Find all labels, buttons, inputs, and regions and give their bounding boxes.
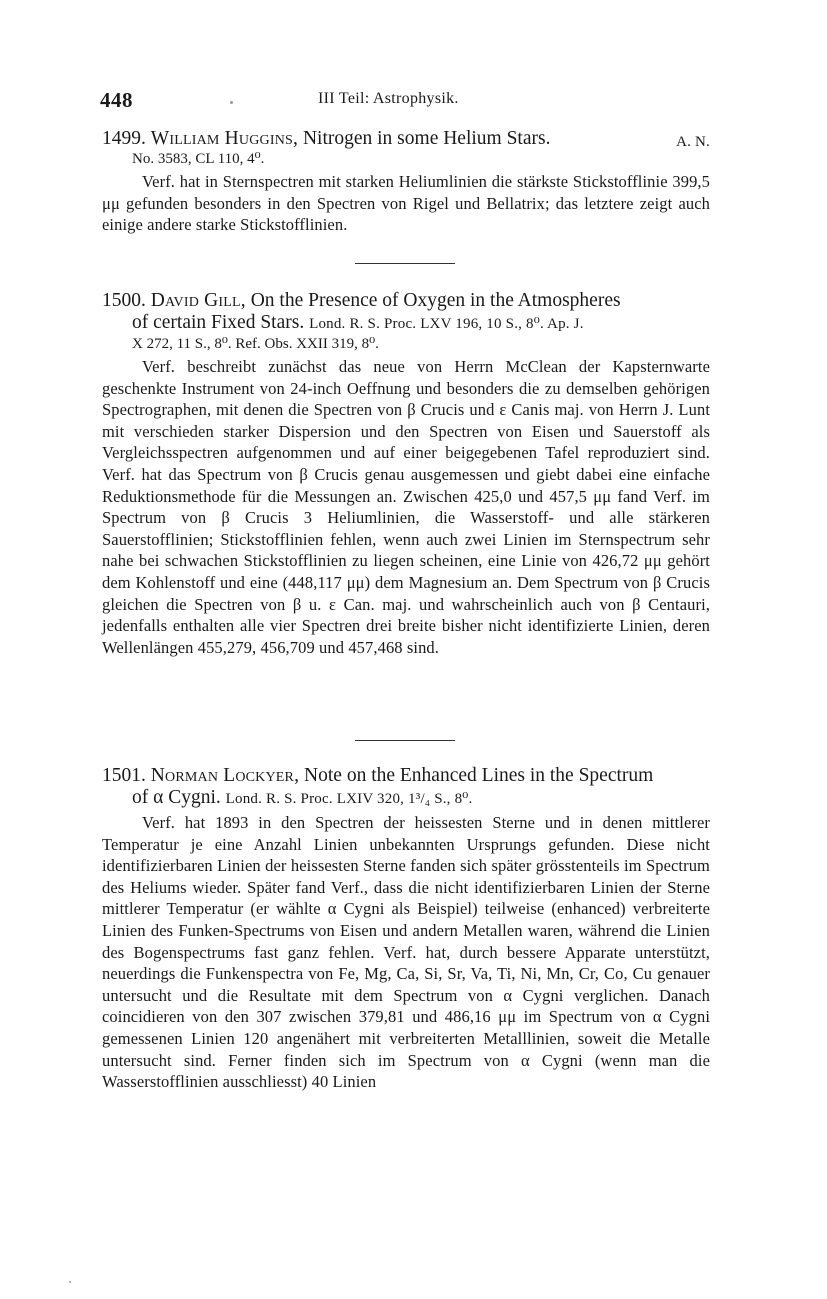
entry-reference: Lond. R. S. Proc. LXIV 320, 1³/₄ S., 8⁰. xyxy=(225,791,473,807)
entry-abstract: Verf. hat in Sternspectren mit starken Heliumlinien die stärkste Stickstofflinie 399,5 μμ gefunden besonders in den Spectren von Rigel und Bellatrix; das letztere zeigt auch einige andere starke Stickstofflinien. xyxy=(102,172,710,235)
entry-abstract: Verf. hat 1893 in den Spectren der heissesten Sterne und in denen mittlerer Temperatur je eine Anzahl Linien unbekannten Ursprungs gefunden. Diese nicht identifizierbaren Linien der heissesten Sterne fanden sich später grösstenteils im Spectrum des Heliums wieder. Später fand Verf., dass die nicht identifizierbaren Linien der Sterne mittlerer Temperatur (er wählte α Cygni als Beispiel) teilweise (enhanced) verbreiterte Linien des Funken-Spectrums von Eisen und andern Metallen waren, während die Linien des Bogenspectrums fast ganz fehlen. Verf. hat, durch bessere Apparate unterstützt, neuerdings die Funkenspectra von Fe, Mg, Ca, Si, Sr, Va, Ti, Ni, Mn, Cr, Co, Cu genauer untersucht und die Resultate mit dem Spectrum von α Cygni verglichen. Danach coincidieren von den 307 zwischen 379,81 und 486,16 μμ im Spectrum von α Cygni gemessenen Linien 120 angenähert mit verbreiterten Metalllinien, soweit die Metalle untersucht sind. Ferner finden sich im Spectrum von α Cygni (wenn man die Wasserstofflinien ausschliesst) 40 Linien xyxy=(102,813,710,1092)
entry-1499 xyxy=(102,128,710,236)
entry-number: 1501. xyxy=(102,765,146,786)
entry-title-line-2: of α Cygni. xyxy=(132,787,221,808)
section-divider xyxy=(355,740,455,741)
entry-title: On the Presence of Oxygen in the Atmospheres xyxy=(250,290,621,311)
entry-heading xyxy=(102,290,710,354)
entry-heading xyxy=(102,765,710,810)
entry-reference-continued: No. 3583, CL 110, 4⁰. xyxy=(132,151,265,167)
entry-title-continued xyxy=(102,312,710,335)
entry-number: 1500. xyxy=(102,290,146,311)
page-number: 448 xyxy=(100,88,133,112)
paper-speck xyxy=(69,1281,71,1283)
entry-title-continued xyxy=(102,787,710,810)
entry-abstract: Verf. beschreibt zunächst das neue von Herrn McClean der Kapsternwarte geschenkte Instrument von 24-inch Oeffnung und besonders die zu demselben gehörigen Spectrographen, mit denen die Spectren von β Crucis und ε Canis maj. von Herrn J. Lunt mit verschieden starker Dispersion und den Spectren von Eisen und Sauerstoff als Vergleichsspectren aufgenommen und auf einer beigegebenen Tafel reproduziert sind. Verf. hat das Spectrum von β Crucis genau ausgemessen und giebt dabei eine einfache Reduktionsmethode für die Messungen an. Zwischen 425,0 und 457,5 μμ fand Verf. im Spectrum von β Crucis 3 Heliumlinien, die Wasserstoff- und alle stärkeren Sauerstofflinien; Stickstofflinien fehlen, wenn auch zwei Linien im Sternspectrum sehr nahe bei schwachen Stickstofflinien zu liegen scheinen, eine Linie von 426,72 μμ gehört dem Kohlenstoff und eine (448,117 μμ) dem Magnesium an. Dem Spectrum von β Crucis gleichen die Spectren von β u. ε Can. maj. und wahrscheinlich auch von β Centauri, jedenfalls enthalten alle vier Spectren drei breite bisher nicht identifizierte Linien, deren Wellenlängen 455,279, 456,709 und 457,468 sind. xyxy=(102,357,710,657)
entry-reference: Lond. R. S. Proc. LXV 196, 10 S., 8⁰. Ap. J. xyxy=(309,316,584,332)
paper-speck xyxy=(230,101,233,104)
entry-heading xyxy=(102,128,710,169)
entry-title: Note on the Enhanced Lines in the Spectrum xyxy=(304,765,654,786)
entry-1501 xyxy=(102,765,710,1093)
entry-author: Norman Lockyer, xyxy=(150,765,300,786)
entry-title: Nitrogen in some Helium Stars. xyxy=(302,128,551,149)
running-head: III Teil: Astrophysik. xyxy=(318,90,459,107)
entry-number: 1499. xyxy=(102,128,146,149)
entry-title-line-2: of certain Fixed Stars. xyxy=(132,312,305,333)
page-header xyxy=(100,88,710,112)
entry-1500 xyxy=(102,290,710,658)
entry-reference: A. N. xyxy=(676,134,710,150)
entry-author: David Gill, xyxy=(150,290,246,311)
entry-reference-continued: X 272, 11 S., 8⁰. Ref. Obs. XXII 319, 8⁰. xyxy=(132,336,379,352)
section-divider xyxy=(355,263,455,264)
entry-author: William Huggins, xyxy=(150,128,299,149)
